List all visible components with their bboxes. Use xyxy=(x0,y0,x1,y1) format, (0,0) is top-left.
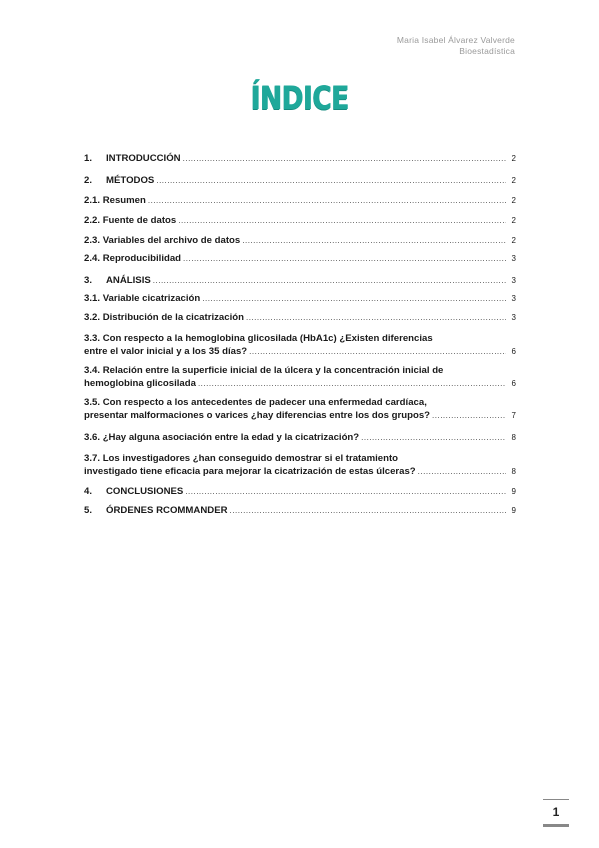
toc-entry-superficie-ulcera[interactable] xyxy=(84,364,516,390)
toc-text: INTRODUCCIÓN xyxy=(106,153,181,164)
toc-page: 9 xyxy=(511,487,516,496)
toc-entry-metodos[interactable] xyxy=(84,174,516,187)
author-name: Maria Isabel Álvarez Valverde xyxy=(396,35,515,45)
toc-entry-resumen[interactable] xyxy=(84,194,516,207)
toc-text: Reproducibilidad xyxy=(102,253,182,264)
page-title: ÍNDICE xyxy=(250,79,349,117)
toc-page: 3 xyxy=(511,294,516,303)
toc-text-line1: Relación entre la superficie inicial de la úlcera y la concentración inicial de xyxy=(102,365,444,376)
toc-number: 3. xyxy=(84,275,93,286)
toc-text-line1: Con respecto a la hemoglobina glicosilada (HbA1c) ¿Existen diferencias xyxy=(102,333,433,344)
toc-leader xyxy=(198,377,506,390)
toc-text: Variable cicatrización xyxy=(102,293,201,304)
toc-leader xyxy=(148,194,506,207)
toc-entry-reproducibilidad[interactable] xyxy=(84,252,516,265)
toc-text-line1: Los investigadores ¿han conseguido demostrar si el tratamiento xyxy=(102,453,399,464)
toc-number: 2.3. xyxy=(84,235,101,246)
toc-text: Variables del archivo de datos xyxy=(102,235,241,246)
toc-text: CONCLUSIONES xyxy=(106,486,184,497)
toc-leader xyxy=(418,465,506,478)
toc-leader xyxy=(230,504,506,517)
toc-number: 3.1. xyxy=(84,293,101,304)
toc-entry-variable-cicatrizacion[interactable] xyxy=(84,292,516,305)
toc-number: 5. xyxy=(84,505,93,516)
toc-page: 9 xyxy=(511,506,516,515)
toc-number: 4. xyxy=(84,486,93,497)
toc-leader xyxy=(156,174,506,187)
toc-text: ÓRDENES RCOMMANDER xyxy=(106,505,228,516)
toc-entry-hemoglobina[interactable] xyxy=(84,332,516,358)
toc-entry-fuente-de-datos[interactable] xyxy=(84,214,516,227)
toc-text: Distribución de la cicatrización xyxy=(102,312,244,323)
toc-page: 3 xyxy=(511,276,516,285)
toc-number: 3.4. xyxy=(84,365,101,376)
document-header xyxy=(397,35,515,56)
page-number: 1 xyxy=(543,799,569,827)
toc-leader xyxy=(249,345,506,358)
toc-entry-ordenes-rcommander[interactable] xyxy=(84,504,516,517)
toc-leader xyxy=(183,252,506,265)
toc-entry-distribucion[interactable] xyxy=(84,311,516,324)
toc-leader xyxy=(185,485,506,498)
toc-leader xyxy=(153,274,506,287)
toc-entry-variables[interactable] xyxy=(84,234,516,247)
toc-number: 2. xyxy=(84,175,93,186)
toc-page: 2 xyxy=(511,176,516,185)
toc-page: 3 xyxy=(511,254,516,263)
toc-number: 2.2. xyxy=(84,215,101,226)
toc-entry-antecedentes[interactable] xyxy=(84,396,516,422)
subject-name: Bioestadística xyxy=(459,45,515,56)
toc-number: 2.1. xyxy=(84,195,101,206)
toc-text-line1: Con respecto a los antecedentes de padecer una enfermedad cardíaca, xyxy=(102,397,427,408)
toc-page: 3 xyxy=(511,313,516,322)
toc-entry-conclusiones[interactable] xyxy=(84,485,516,498)
toc-leader xyxy=(361,431,506,444)
toc-text: presentar malformaciones o varices ¿hay diferencias entre los dos grupos? xyxy=(84,410,431,421)
toc-page: 6 xyxy=(511,347,516,356)
toc-number: 3.2. xyxy=(84,312,101,323)
toc-number: 3.5. xyxy=(84,397,101,408)
toc-entry-eficacia-tratamiento[interactable] xyxy=(84,452,516,478)
toc-page: 6 xyxy=(511,379,516,388)
toc-leader xyxy=(242,234,506,247)
toc-text: entre el valor inicial y a los 35 días? xyxy=(84,346,248,357)
toc-entry-edad-cicatrizacion[interactable] xyxy=(84,431,516,444)
toc-number: 1. xyxy=(84,153,93,164)
toc-leader xyxy=(432,409,506,422)
toc-text: ANÁLISIS xyxy=(106,275,151,286)
toc-text: hemoglobina glicosilada xyxy=(84,378,196,389)
toc-text: investigado tiene eficacia para mejorar la cicatrización de estas úlceras? xyxy=(84,466,416,477)
toc-leader xyxy=(202,292,506,305)
toc-text: Fuente de datos xyxy=(102,215,177,226)
toc-leader xyxy=(178,214,506,227)
toc-page: 2 xyxy=(511,196,516,205)
toc-page: 2 xyxy=(511,236,516,245)
toc-entry-introduccion[interactable] xyxy=(84,152,516,165)
toc-page: 2 xyxy=(511,154,516,163)
toc-text: ¿Hay alguna asociación entre la edad y la cicatrización? xyxy=(102,432,360,443)
toc-number: 3.7. xyxy=(84,453,101,464)
toc-page: 7 xyxy=(511,411,516,420)
toc-page: 8 xyxy=(511,433,516,442)
toc-leader xyxy=(246,311,506,324)
toc-page: 8 xyxy=(511,467,516,476)
toc-entry-analisis[interactable] xyxy=(84,274,516,287)
toc-text: MÉTODOS xyxy=(106,175,155,186)
toc-number: 2.4. xyxy=(84,253,101,264)
toc-page: 2 xyxy=(511,216,516,225)
toc-number: 3.6. xyxy=(84,432,101,443)
toc-leader xyxy=(183,152,506,165)
toc-number: 3.3. xyxy=(84,333,101,344)
toc-text: Resumen xyxy=(102,195,146,206)
